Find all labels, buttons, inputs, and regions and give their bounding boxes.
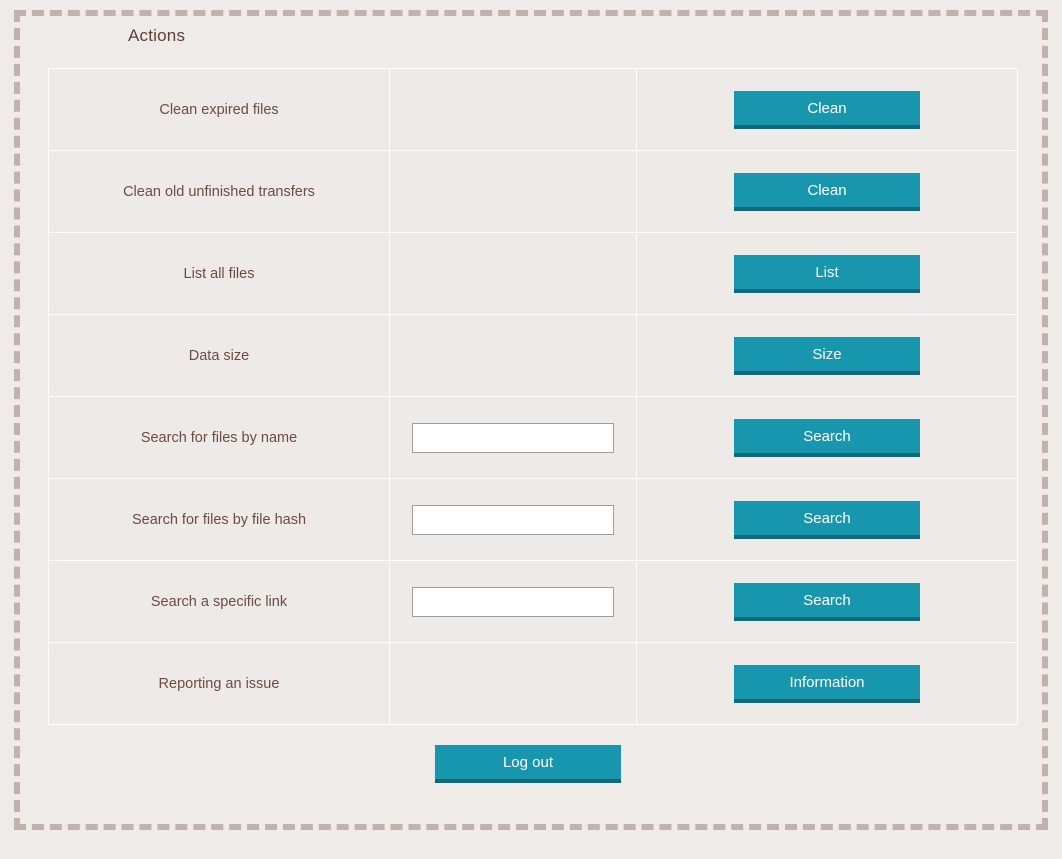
action-button-cell: [637, 643, 1018, 725]
action-label: Search a specific link: [49, 561, 390, 643]
table-row: [49, 69, 1018, 151]
action-input-cell: [390, 233, 637, 315]
action-button[interactable]: Information: [734, 665, 920, 703]
action-text-input[interactable]: [412, 505, 614, 535]
action-label: Data size: [49, 315, 390, 397]
action-input-cell: [390, 315, 637, 397]
table-row: [49, 561, 1018, 643]
action-label: Clean old unfinished transfers: [49, 151, 390, 233]
action-label: Reporting an issue: [49, 643, 390, 725]
action-label: Clean expired files: [49, 69, 390, 151]
logout-row: [48, 745, 1008, 783]
table-row: [49, 397, 1018, 479]
action-button[interactable]: Search: [734, 419, 920, 457]
action-input-cell: [390, 643, 637, 725]
action-button-cell: [637, 315, 1018, 397]
action-input-cell: [390, 561, 637, 643]
action-label: List all files: [49, 233, 390, 315]
action-input-cell: [390, 479, 637, 561]
action-button-cell: [637, 233, 1018, 315]
logout-button[interactable]: Log out: [435, 745, 621, 783]
action-button-cell: [637, 69, 1018, 151]
action-input-cell: [390, 397, 637, 479]
actions-table-body: [49, 69, 1018, 725]
action-input-cell: [390, 151, 637, 233]
action-button[interactable]: Clean: [734, 91, 920, 129]
action-text-input[interactable]: [412, 423, 614, 453]
action-label: Search for files by file hash: [49, 479, 390, 561]
panel-legend: Actions: [116, 26, 197, 46]
action-button[interactable]: Search: [734, 501, 920, 539]
action-button[interactable]: Size: [734, 337, 920, 375]
action-button-cell: [637, 561, 1018, 643]
table-row: [49, 643, 1018, 725]
action-button-cell: [637, 397, 1018, 479]
action-button[interactable]: Search: [734, 583, 920, 621]
action-button-cell: [637, 151, 1018, 233]
action-button[interactable]: Clean: [734, 173, 920, 211]
action-button[interactable]: List: [734, 255, 920, 293]
action-input-cell: [390, 69, 637, 151]
action-label: Search for files by name: [49, 397, 390, 479]
table-row: [49, 151, 1018, 233]
actions-table-wrap: [48, 68, 1008, 725]
table-row: [49, 233, 1018, 315]
table-row: [49, 315, 1018, 397]
action-text-input[interactable]: [412, 587, 614, 617]
actions-table: [48, 68, 1018, 725]
table-row: [49, 479, 1018, 561]
action-button-cell: [637, 479, 1018, 561]
